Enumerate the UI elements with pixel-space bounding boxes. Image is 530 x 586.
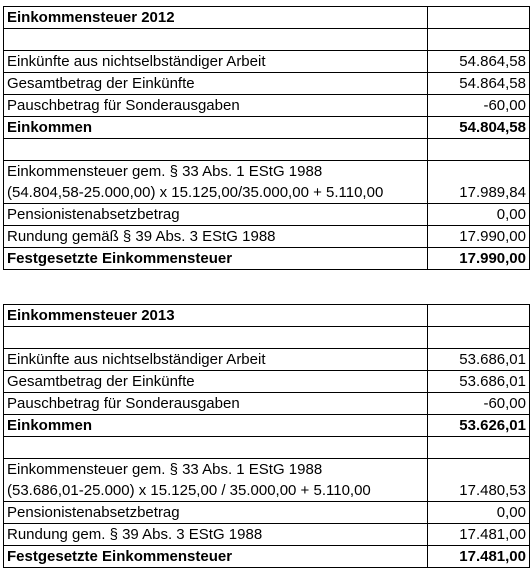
row-label: Einkommensteuer gem. § 33 Abs. 1 EStG 1988 [4, 161, 428, 183]
row-label: Pensionistenabsetzbetrag [4, 204, 428, 226]
row-label: Einkommensteuer 2013 [4, 305, 428, 327]
row-label [4, 327, 428, 349]
row-label: Einkommensteuer gem. § 33 Abs. 1 EStG 1988 [4, 459, 428, 481]
table-row [4, 327, 530, 349]
table-row [4, 7, 530, 29]
row-label: Einkommensteuer 2012 [4, 7, 428, 29]
row-value [428, 7, 530, 29]
row-label: Festgesetzte Einkommensteuer [4, 248, 428, 270]
row-label: Gesamtbetrag der Einkünfte [4, 371, 428, 393]
table-row [4, 204, 530, 226]
row-label: Pensionistenabsetzbetrag [4, 502, 428, 524]
row-label: Einkommen [4, 117, 428, 139]
row-label: Einkommen [4, 415, 428, 437]
row-label: (53.686,01-25.000) x 15.125,00 / 35.000,00 + 5.110,00 [4, 480, 428, 502]
row-label: Rundung gemäß § 39 Abs. 3 EStG 1988 [4, 226, 428, 248]
table-row [4, 305, 530, 327]
table-row [4, 459, 530, 481]
income-tax-table-2013 [3, 304, 530, 568]
row-label: Einkünfte aus nichtselbständiger Arbeit [4, 349, 428, 371]
row-value: -60,00 [428, 393, 530, 415]
row-value: 17.481,00 [428, 524, 530, 546]
row-label [4, 437, 428, 459]
table-row [4, 182, 530, 204]
row-value: -60,00 [428, 95, 530, 117]
row-value: 53.686,01 [428, 371, 530, 393]
row-value: 0,00 [428, 204, 530, 226]
row-label: Rundung gem. § 39 Abs. 3 EStG 1988 [4, 524, 428, 546]
row-value [428, 327, 530, 349]
row-label: (54.804,58-25.000,00) x 15.125,00/35.000,00 + 5.110,00 [4, 182, 428, 204]
income-tax-table-2012 [3, 6, 530, 270]
table-row [4, 117, 530, 139]
table-row [4, 161, 530, 183]
row-value [428, 437, 530, 459]
table-row [4, 371, 530, 393]
row-label [4, 139, 428, 161]
row-value [428, 459, 530, 481]
row-value: 53.686,01 [428, 349, 530, 371]
row-value: 54.864,58 [428, 51, 530, 73]
table-row [4, 502, 530, 524]
row-label: Einkünfte aus nichtselbständiger Arbeit [4, 51, 428, 73]
table-row [4, 480, 530, 502]
row-value: 53.626,01 [428, 415, 530, 437]
row-value: 17.990,00 [428, 226, 530, 248]
table-row [4, 29, 530, 51]
table-row [4, 524, 530, 546]
row-label: Pauschbetrag für Sonderausgaben [4, 393, 428, 415]
row-value: 54.864,58 [428, 73, 530, 95]
row-value: 17.989,84 [428, 182, 530, 204]
table-row [4, 95, 530, 117]
table-row [4, 226, 530, 248]
table-row [4, 73, 530, 95]
row-label: Pauschbetrag für Sonderausgaben [4, 95, 428, 117]
row-value [428, 29, 530, 51]
row-value: 0,00 [428, 502, 530, 524]
table-row [4, 139, 530, 161]
row-value: 17.480,53 [428, 480, 530, 502]
row-label: Gesamtbetrag der Einkünfte [4, 73, 428, 95]
table-row [4, 248, 530, 270]
row-value: 17.990,00 [428, 248, 530, 270]
row-value [428, 161, 530, 183]
row-value [428, 139, 530, 161]
row-value: 17.481,00 [428, 546, 530, 568]
row-label: Festgesetzte Einkommensteuer [4, 546, 428, 568]
table-row [4, 51, 530, 73]
row-value [428, 305, 530, 327]
table-row [4, 415, 530, 437]
row-value: 54.804,58 [428, 117, 530, 139]
table-row [4, 393, 530, 415]
table-row [4, 546, 530, 568]
table-row [4, 349, 530, 371]
row-label [4, 29, 428, 51]
table-row [4, 437, 530, 459]
